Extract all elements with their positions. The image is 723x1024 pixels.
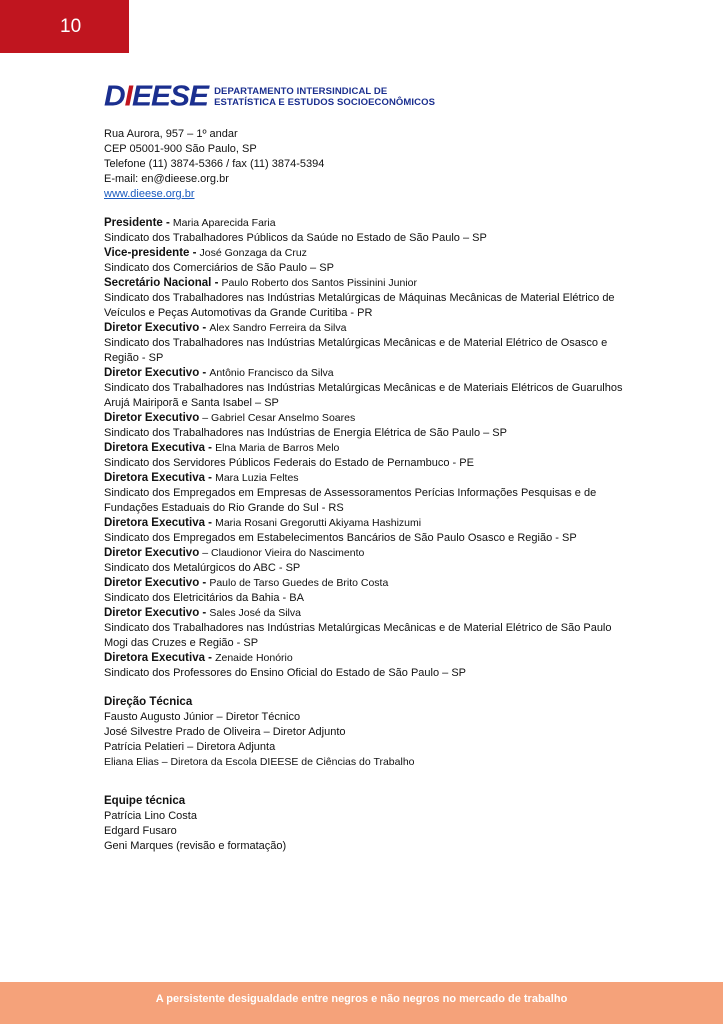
technical-team-member: Patrícia Lino Costa [104, 810, 197, 822]
address-email: E-mail: en@dieese.org.br [104, 173, 229, 185]
board-member-line [104, 276, 624, 291]
board-member-line [104, 321, 624, 336]
board-person-name: Zenaide Honório [215, 652, 293, 664]
board-member-line [104, 546, 624, 561]
board-member-line [104, 516, 624, 531]
board-role: Diretor Executivo [104, 412, 200, 424]
board-organization: Sindicato dos Empregados em Estabelecimentos Bancários de São Paulo Osasco e Região - SP [104, 532, 577, 544]
board-member-line [104, 411, 624, 426]
logo-mark [104, 80, 209, 113]
board-role: Vice-presidente - [104, 247, 197, 259]
logo-text [214, 86, 435, 108]
logo-text-line2: ESTATÍSTICA E ESTUDOS SOCIOECONÔMICOS [214, 97, 436, 108]
board-role: Presidente - [104, 217, 170, 229]
dieese-logo [104, 80, 436, 113]
logo-mark-accent: I [124, 80, 133, 113]
technical-team-section [104, 794, 624, 854]
board-person-name: – Claudionor Vieira do Nascimento [202, 547, 365, 559]
board-organization: Sindicato dos Metalúrgicos do ABC - SP [104, 562, 301, 574]
technical-direction-member: Patrícia Pelatieri – Diretora Adjunta [104, 741, 276, 753]
board-organization: Sindicato dos Empregados em Empresas de Assessoramentos Perícias Informações Pesquisas e de Fundações Estaduais do Rio Grande do Sul - RS [104, 487, 597, 514]
page-number-badge [0, 0, 129, 53]
board-organization: Sindicato dos Eletricitários da Bahia - BA [104, 592, 304, 604]
board-member-line [104, 246, 624, 261]
board-role: Diretora Executiva - [104, 442, 213, 454]
board-person-name: Alex Sandro Ferreira da Silva [209, 322, 347, 334]
address-cep: CEP 05001-900 São Paulo, SP [104, 143, 257, 155]
board-role: Diretor Executivo - [104, 607, 207, 619]
board-list [104, 216, 624, 681]
technical-direction-title: Direção Técnica [104, 696, 193, 708]
board-person-name: Maria Rosani Gregorutti Akiyama Hashizumi [215, 517, 422, 529]
board-member-line [104, 366, 624, 381]
technical-direction-member: José Silvestre Prado de Oliveira – Diretor Adjunto [104, 726, 346, 738]
board-role: Diretor Executivo - [104, 367, 207, 379]
board-organization: Sindicato dos Trabalhadores Públicos da Saúde no Estado de São Paulo – SP [104, 232, 487, 244]
technical-direction-member: Fausto Augusto Júnior – Diretor Técnico [104, 711, 301, 723]
logo-mark-suffix: EESE [132, 80, 209, 113]
board-person-name: – Gabriel Cesar Anselmo Soares [202, 412, 356, 424]
board-organization: Sindicato dos Servidores Públicos Federais do Estado de Pernambuco - PE [104, 457, 474, 469]
board-role: Diretor Executivo - [104, 577, 207, 589]
board-person-name: Antônio Francisco da Silva [209, 367, 334, 379]
board-role: Diretora Executiva - [104, 517, 213, 529]
board-person-name: Maria Aparecida Faria [172, 217, 276, 229]
document-body [104, 127, 624, 854]
board-role: Diretor Executivo [104, 547, 200, 559]
technical-direction-member: Eliana Elias – Diretora da Escola DIEESE de Ciências do Trabalho [104, 756, 415, 768]
board-organization: Sindicato dos Trabalhadores nas Indústrias Metalúrgicas Mecânicas e de Materiais Elétricos de Guarulhos Arujá Mairiporã e Santa Isabel – SP [104, 382, 623, 409]
board-person-name: Paulo de Tarso Guedes de Brito Costa [209, 577, 389, 589]
page-number: 10 [60, 16, 82, 37]
board-organization: Sindicato dos Trabalhadores nas Indústrias Metalúrgicas Mecânicas e de Material Elétrico de Osasco e Região - SP [104, 337, 608, 364]
board-role: Diretora Executiva - [104, 472, 213, 484]
board-organization: Sindicato dos Professores do Ensino Oficial do Estado de São Paulo – SP [104, 667, 466, 679]
page-footer [0, 982, 723, 1024]
technical-direction-section [104, 695, 624, 770]
board-role: Diretora Executiva - [104, 652, 213, 664]
board-person-name: Paulo Roberto dos Santos Pissinini Junior [221, 277, 417, 289]
board-person-name: Mara Luzia Feltes [215, 472, 299, 484]
board-member-line [104, 441, 624, 456]
board-member-line [104, 216, 624, 231]
technical-team-member: Edgard Fusaro [104, 825, 177, 837]
board-organization: Sindicato dos Comerciários de São Paulo – SP [104, 262, 334, 274]
address-street: Rua Aurora, 957 – 1º andar [104, 128, 238, 140]
logo-mark-prefix: D [104, 80, 125, 113]
board-person-name: José Gonzaga da Cruz [199, 247, 307, 259]
technical-team-member: Geni Marques (revisão e formatação) [104, 840, 287, 852]
website-link[interactable]: www.dieese.org.br [104, 188, 195, 200]
address-phone: Telefone (11) 3874-5366 / fax (11) 3874-5394 [104, 158, 325, 170]
logo-text-line1: DEPARTAMENTO INTERSINDICAL DE [214, 86, 388, 97]
board-member-line [104, 471, 624, 486]
board-role: Diretor Executivo - [104, 322, 207, 334]
address-block [104, 127, 624, 202]
board-member-line [104, 576, 624, 591]
board-member-line [104, 606, 624, 621]
board-organization: Sindicato dos Trabalhadores nas Indústrias Metalúrgicas Mecânicas e de Material Elétrico de São Paulo Mogi das Cruzes e Região - SP [104, 622, 612, 649]
board-role: Secretário Nacional - [104, 277, 219, 289]
board-organization: Sindicato dos Trabalhadores nas Indústrias Metalúrgicas de Máquinas Mecânicas de Material Elétrico de Veículos e Peças Automotivas da Grande Curitiba - PR [104, 292, 615, 319]
technical-team-title: Equipe técnica [104, 795, 186, 807]
footer-title: A persistente desigualdade entre negros e não negros no mercado de trabalho [155, 993, 568, 1005]
board-member-line [104, 651, 624, 666]
board-person-name: Elna Maria de Barros Melo [215, 442, 340, 454]
board-organization: Sindicato dos Trabalhadores nas Indústrias de Energia Elétrica de São Paulo – SP [104, 427, 507, 439]
board-person-name: Sales José da Silva [209, 607, 301, 619]
